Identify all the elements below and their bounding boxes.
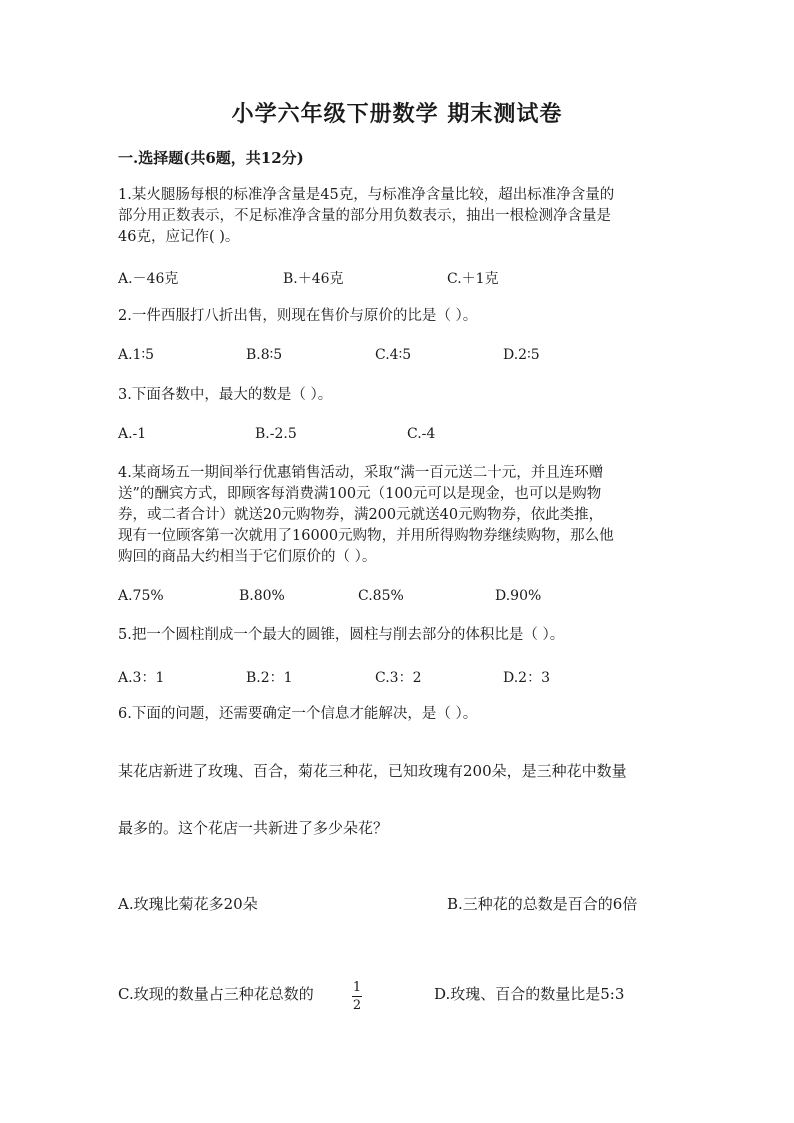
fraction-numerator: 1 — [352, 980, 362, 995]
option-a: A.75% — [118, 588, 164, 604]
option-d: D.2：3 — [503, 670, 550, 686]
question-line: 5.把一个圆柱削成一个最大的圆锥，圆柱与削去部分的体积比是（ ）。 — [118, 627, 565, 643]
question-line: 现有一位顾客第一次就用了16000元购物，并用所得购物券继续购物，那么他 — [118, 528, 614, 544]
question-line: 1.某火腿肠每根的标准净含量是45克，与标准净含量比较，超出标准净含量的 — [118, 187, 615, 203]
option-a: A.玫瑰比菊花多20朵 — [118, 895, 258, 913]
question-3 — [118, 385, 332, 406]
option-a: A.1∶5 — [118, 347, 155, 363]
fraction-denominator: 2 — [352, 998, 362, 1013]
option-b: B.三种花的总数是百合的6倍 — [447, 895, 638, 913]
option-c: C.85% — [358, 588, 404, 604]
option-b: B.80% — [239, 588, 285, 604]
question-line: 6.下面的问题，还需要确定一个信息才能解决，是（ ）。 — [118, 706, 478, 722]
question-line: 2.一件西服打八折出售，则现在售价与原价的比是（ ）。 — [118, 308, 478, 324]
question-5 — [118, 625, 564, 646]
question-4 — [118, 463, 614, 568]
question-2 — [118, 306, 477, 327]
question-line: 4.某商场五一期间举行优惠销售活动，采取“满一百元送二十元，并且连环赠 — [118, 465, 604, 481]
option-c: C.玫现的数量占三种花总数的 — [118, 985, 314, 1003]
question-line: 购回的商品大约相当于它们原价的（ ）。 — [118, 549, 377, 565]
option-d: D.90% — [495, 588, 542, 604]
option-c: C.-4 — [407, 426, 436, 442]
question-6 — [118, 704, 477, 725]
section-heading: 一.选择题(共6题，共12分) — [118, 149, 304, 167]
fraction-bar — [352, 996, 362, 997]
question-1 — [118, 185, 614, 248]
question-6-context-line: 某花店新进了玫瑰、百合，菊花三种花，已知玫瑰有200朵，是三种花中数量 — [118, 762, 627, 780]
option-c: C.4∶5 — [375, 347, 412, 363]
option-b: B.8∶5 — [246, 347, 283, 363]
option-d: D.玫瑰、百合的数量比是5:3 — [434, 985, 625, 1003]
question-line: 送”的酬宾方式，即顾客每消费满100元（100元可以是现金，也可以是购物 — [118, 486, 602, 502]
question-line: 部分用正数表示，不足标准净含量的部分用负数表示，抽出一根检测净含量是 — [118, 208, 611, 224]
option-b: B.2：1 — [246, 670, 293, 686]
option-b: B.＋46克 — [283, 271, 344, 287]
option-c: C.＋1克 — [447, 271, 499, 287]
option-a: A.－46克 — [118, 271, 179, 287]
option-b: B.-2.5 — [255, 426, 297, 442]
fraction-one-half — [352, 976, 362, 1013]
option-c: C.3：2 — [375, 670, 422, 686]
question-line: 46克，应记作( )。 — [118, 229, 240, 245]
option-a: A.3：1 — [118, 670, 165, 686]
question-line: 3.下面各数中，最大的数是（ ）。 — [118, 387, 333, 403]
page-title: 小学六年级下册数学 期末测试卷 — [231, 101, 563, 127]
question-6-context-line: 最多的。这个花店一共新进了多少朵花？ — [118, 819, 389, 837]
option-d: D.2∶5 — [503, 347, 540, 363]
question-line: 券，或二者合计）就送20元购物券，满200元就送40元购物券，依此类推， — [118, 507, 604, 523]
option-a: A.-1 — [118, 426, 147, 442]
